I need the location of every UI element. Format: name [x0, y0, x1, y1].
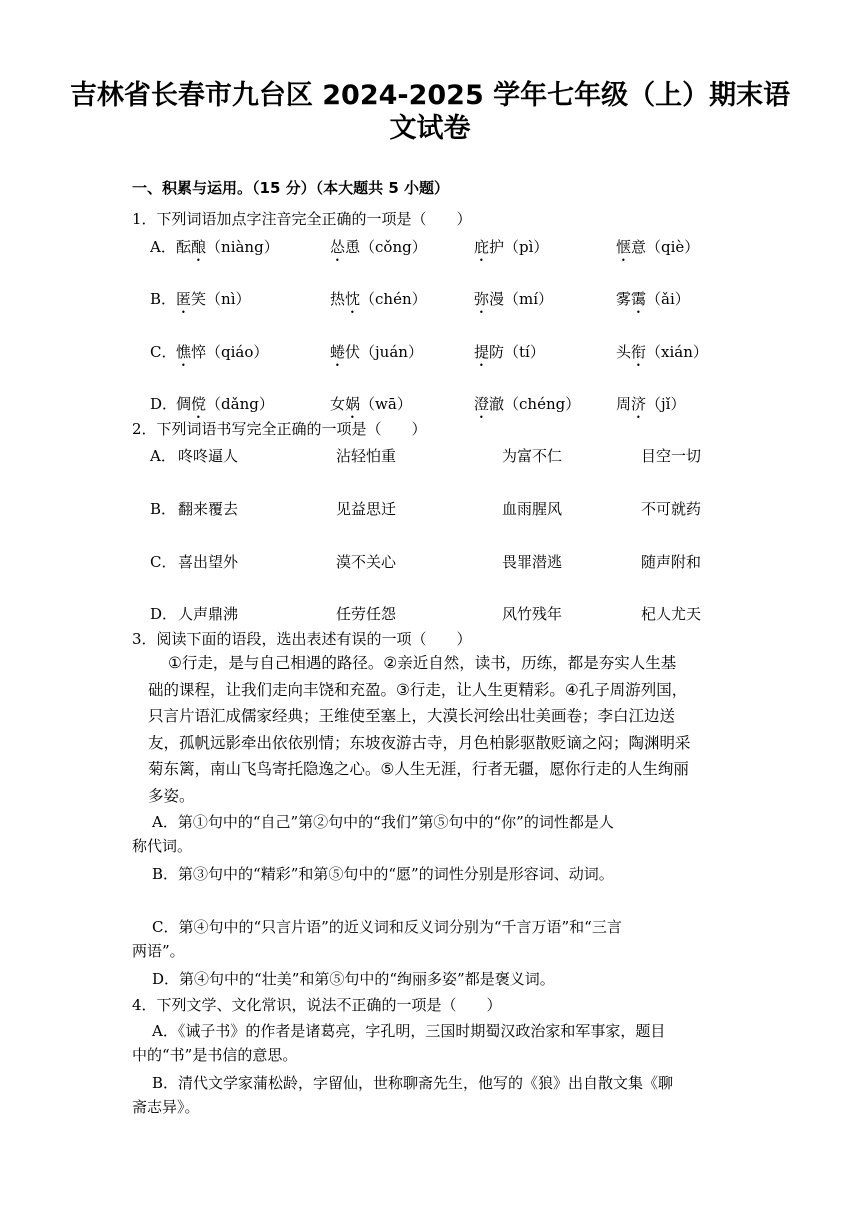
option-word: 漠不关心	[336, 553, 397, 571]
word-part: 倜	[176, 395, 192, 413]
word-part: 头	[616, 343, 632, 361]
question-3-option-b	[132, 862, 728, 886]
word-part: 悴	[191, 343, 207, 361]
dotted-char: 提	[474, 343, 490, 361]
option-item	[474, 341, 545, 370]
pinyin: （tí）	[504, 343, 545, 361]
option-item	[176, 236, 279, 265]
pinyin: （juán）	[360, 343, 423, 361]
dotted-char: 澄	[474, 395, 490, 413]
option-item	[616, 288, 690, 317]
word-part: 热	[330, 290, 346, 308]
option-label: D．	[150, 395, 178, 413]
document-title-line2: 文试卷	[389, 113, 471, 144]
pinyin: （cǒng）	[360, 238, 427, 256]
option-item	[330, 288, 427, 317]
option-word: 血雨腥风	[502, 500, 563, 518]
question-1-stem: 1．下列词语加点字注音完全正确的一项是（ ）	[132, 210, 472, 228]
dotted-char: 济	[631, 395, 647, 413]
option-text: B．第③句中的“精彩”和第⑤句中的“愿”的词性分别是形容词、动词。	[152, 865, 614, 883]
question-3-option-d	[132, 967, 728, 991]
option-word: 沾轻怕重	[336, 447, 397, 465]
option-text: B．清代文学家蒲松龄，字留仙，世称聊斋先生，他写的《狼》出自散文集《聊	[152, 1074, 674, 1092]
option-word: 咚咚逼人	[178, 447, 239, 465]
option-word: 翻来覆去	[178, 500, 239, 518]
option-label: A．	[150, 238, 176, 256]
word-part: 酝	[176, 238, 192, 256]
dotted-char: 匿	[176, 290, 192, 308]
pinyin: （chéng）	[504, 395, 581, 413]
dotted-char: 酿	[191, 238, 207, 256]
pinyin: （chén）	[360, 290, 427, 308]
pinyin: （jǐ）	[646, 395, 686, 413]
option-item	[176, 341, 268, 370]
question-4-option-b	[132, 1071, 728, 1119]
question-3-option-a	[132, 810, 728, 858]
option-word: 目空一切	[641, 447, 702, 465]
option-word: 杞人尤天	[641, 605, 702, 623]
word-part: 恿	[345, 238, 361, 256]
word-part: 漫	[489, 290, 505, 308]
dotted-char: 傥	[191, 395, 207, 413]
word-part: 女	[330, 395, 346, 413]
option-label: B．	[150, 290, 177, 308]
section-heading: 一、积累与运用。（15 分）（本大题共 5 小题）	[132, 179, 449, 197]
pinyin: （niàng）	[206, 238, 279, 256]
question-3-passage	[148, 650, 728, 809]
option-text: A．第①句中的“自己”第②句中的“我们”第⑤句中的“你”的词性都是人	[152, 813, 614, 831]
option-word: 喜出望外	[178, 553, 239, 571]
option-item	[474, 236, 548, 265]
dotted-char: 娲	[345, 395, 361, 413]
word-part: 意	[631, 238, 647, 256]
word-part: 护	[489, 238, 505, 256]
option-word: 随声附和	[641, 553, 702, 571]
pinyin: （pì）	[504, 238, 549, 256]
option-text: D．第④句中的“壮美”和第⑤句中的“绚丽多姿”都是褒义词。	[152, 970, 555, 988]
option-item	[330, 341, 423, 370]
option-label: D．	[150, 605, 178, 623]
option-item	[330, 236, 427, 265]
option-word: 任劳任怨	[336, 605, 397, 623]
word-part: 周	[616, 395, 632, 413]
passage-line: ①行走，是与自己相遇的路径。②亲近自然，读书，历练，都是夯实人生基	[168, 654, 677, 672]
pinyin: （xián）	[646, 343, 708, 361]
question-4-stem: 4．下列文学、文化常识，说法不正确的一项是（ ）	[132, 996, 502, 1014]
option-item	[616, 341, 708, 370]
question-3-stem: 3．阅读下面的语段，选出表述有误的一项（ ）	[132, 630, 472, 648]
dotted-char: 蜷	[330, 343, 346, 361]
document-title-line1: 吉林省长春市九台区 2024-2025 学年七年级（上）期末语	[69, 80, 791, 111]
option-label: A．	[150, 447, 176, 465]
question-4-option-a	[132, 1019, 728, 1067]
option-item	[176, 288, 251, 317]
word-part: 防	[489, 343, 505, 361]
pinyin: （qiè）	[646, 238, 700, 256]
option-text: 中的“书”是书信的意思。	[132, 1046, 298, 1064]
option-item	[616, 236, 699, 265]
pinyin: （nì）	[206, 290, 251, 308]
option-word: 为富不仁	[502, 447, 563, 465]
option-label: C．	[150, 343, 177, 361]
passage-line: 多姿。	[148, 786, 195, 805]
dotted-char: 惬	[616, 238, 632, 256]
pinyin: （ǎi）	[646, 290, 690, 308]
passage-line: 只言片语汇成儒家经典；王维使至塞上，大漠长河绘出壮美画卷；李白江边送	[148, 707, 676, 725]
word-part: 雾	[616, 290, 632, 308]
word-part: 伏	[345, 343, 361, 361]
option-text: 两语”。	[132, 942, 185, 960]
passage-line: 友，孤帆远影牵出依依别情；东坡夜游古寺，月色柏影驱散贬谪之闷；陶渊明采	[148, 733, 691, 752]
option-label: C．	[150, 553, 177, 571]
dotted-char: 憔	[176, 343, 192, 361]
option-word: 畏罪潜逃	[502, 553, 563, 571]
option-text: C．第④句中的“只言片语”的近义词和反义词分别为“千言万语”和“三言	[152, 918, 622, 936]
option-text: 斋志异》。	[132, 1098, 200, 1116]
question-2-stem: 2．下列词语书写完全正确的一项是（ ）	[132, 420, 427, 438]
pinyin: （dǎng）	[206, 395, 274, 413]
passage-line: 菊东篱，南山飞鸟寄托隐逸之心。⑤人生无涯，行者无疆，愿你行走的人生绚丽	[148, 760, 689, 778]
dotted-char: 霭	[631, 290, 647, 308]
option-label: B．	[150, 500, 177, 518]
passage-line: 础的课程，让我们走向丰饶和充盈。③行走，让人生更精彩。④孔子周游列国，	[148, 680, 688, 699]
dotted-char: 庇	[474, 238, 490, 256]
dotted-char: 怂	[330, 238, 346, 256]
option-word: 见益思迁	[336, 500, 397, 518]
word-part: 笑	[191, 290, 207, 308]
option-item	[474, 393, 580, 422]
dotted-char: 衔	[631, 343, 647, 361]
option-text: 称代词。	[132, 837, 193, 855]
option-word: 风竹残年	[502, 605, 563, 623]
pinyin: （mí）	[504, 290, 554, 308]
option-word: 人声鼎沸	[178, 605, 239, 623]
dotted-char: 忱	[345, 290, 361, 308]
pinyin: （wā）	[360, 395, 412, 413]
question-3-option-c	[132, 915, 728, 963]
option-item	[474, 288, 553, 317]
dotted-char: 弥	[474, 290, 490, 308]
pinyin: （qiáo）	[206, 343, 269, 361]
word-part: 澈	[489, 395, 505, 413]
option-word: 不可就药	[641, 500, 702, 518]
option-item	[616, 393, 685, 422]
option-text: A．《诫子书》的作者是诸葛亮，字孔明，三国时期蜀汉政治家和军事家，题目	[152, 1022, 666, 1040]
